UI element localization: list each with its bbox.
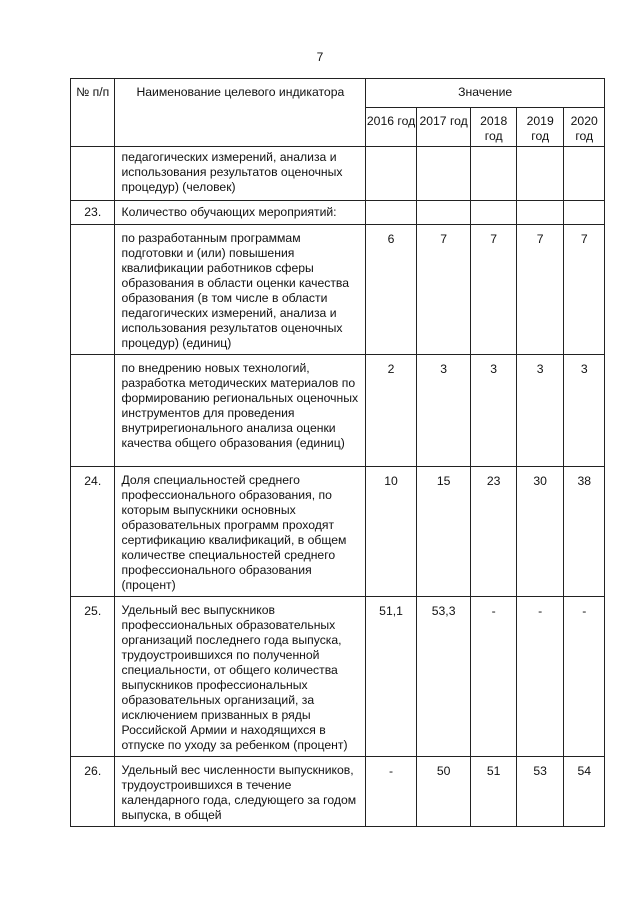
indicator-name: по разработанным программам подготовки и (или) повышения квалификации работников сферы образования в области оценки качества образования (в том числе в области педагогических измерений, анализа и использования результатов оценочных процедур) (единиц) [115,225,366,355]
indicator-name: по внедрению новых технологий, разработка методических материалов по формированию региональных оценочных инструментов для проведения внутрирегионального анализа оценки качества общего образования (единиц) [115,355,366,467]
value-2018: 51 [471,757,517,827]
row-number [71,225,115,355]
header-row [71,79,605,108]
table-row [71,355,605,467]
header-indicator-name: Наименование целевого индикатора [115,79,366,147]
row-number: 26. [71,757,115,827]
page-number: 7 [316,50,324,64]
value-2018: - [471,597,517,757]
value-2019 [516,201,564,225]
value-2018: 3 [471,355,517,467]
value-2016: 10 [366,467,417,597]
value-2020: 54 [564,757,605,827]
table-row [71,757,605,827]
value-2018 [471,147,517,201]
value-2019: 53 [516,757,564,827]
table-row [71,201,605,225]
header-year-2018: 2018 год [471,108,517,147]
row-number: 23. [71,201,115,225]
table-row [71,147,605,201]
value-2020: - [564,597,605,757]
value-2019: 30 [516,467,564,597]
header-year-2017: 2017 год [416,108,471,147]
value-2017: 7 [416,225,471,355]
row-number: 25. [71,597,115,757]
indicators-table [70,78,605,827]
value-2016: 2 [366,355,417,467]
value-2017: 53,3 [416,597,471,757]
value-2017: 3 [416,355,471,467]
header-year-2019: 2019 год [516,108,564,147]
indicator-name: Количество обучающих мероприятий: [115,201,366,225]
value-2020: 7 [564,225,605,355]
value-2019: 3 [516,355,564,467]
value-2017: 15 [416,467,471,597]
header-year-2020: 2020 год [564,108,605,147]
indicator-name: педагогических измерений, анализа и использования результатов оценочных процедур) (человек) [115,147,366,201]
value-2020: 3 [564,355,605,467]
indicator-name: Доля специальностей среднего профессионального образования, по которым выпускники основных образовательных программ проходят сертификацию квалификаций, в общем количестве специальностей среднего профессионального образования (процент) [115,467,366,597]
value-2016: 6 [366,225,417,355]
value-2019 [516,147,564,201]
value-2020: 38 [564,467,605,597]
table-row [71,225,605,355]
table-row [71,467,605,597]
value-2018: 7 [471,225,517,355]
value-2018 [471,201,517,225]
value-2016 [366,201,417,225]
indicator-name: Удельный вес выпускников профессиональных образовательных организаций последнего года выпуска, трудоустроившихся по полученной специальности, от общего количества выпускников профессиональных образовательных организаций, за исключением призванных в ряды Российской Армии и находящихся в отпуске по уходу за ребенком (процент) [115,597,366,757]
table-row [71,597,605,757]
header-num: № п/п [71,79,115,147]
value-2018: 23 [471,467,517,597]
header-year-2016: 2016 год [366,108,417,147]
header-value: Значение [366,79,605,108]
value-2017 [416,147,471,201]
value-2019: 7 [516,225,564,355]
value-2020 [564,147,605,201]
value-2016: - [366,757,417,827]
row-number: 24. [71,467,115,597]
value-2017: 50 [416,757,471,827]
value-2019: - [516,597,564,757]
row-number [71,355,115,467]
indicator-name: Удельный вес численности выпускников, трудоустроившихся в течение календарного года, следующего за годом выпуска, в общей [115,757,366,827]
value-2020 [564,201,605,225]
value-2016 [366,147,417,201]
value-2016: 51,1 [366,597,417,757]
value-2017 [416,201,471,225]
row-number [71,147,115,201]
